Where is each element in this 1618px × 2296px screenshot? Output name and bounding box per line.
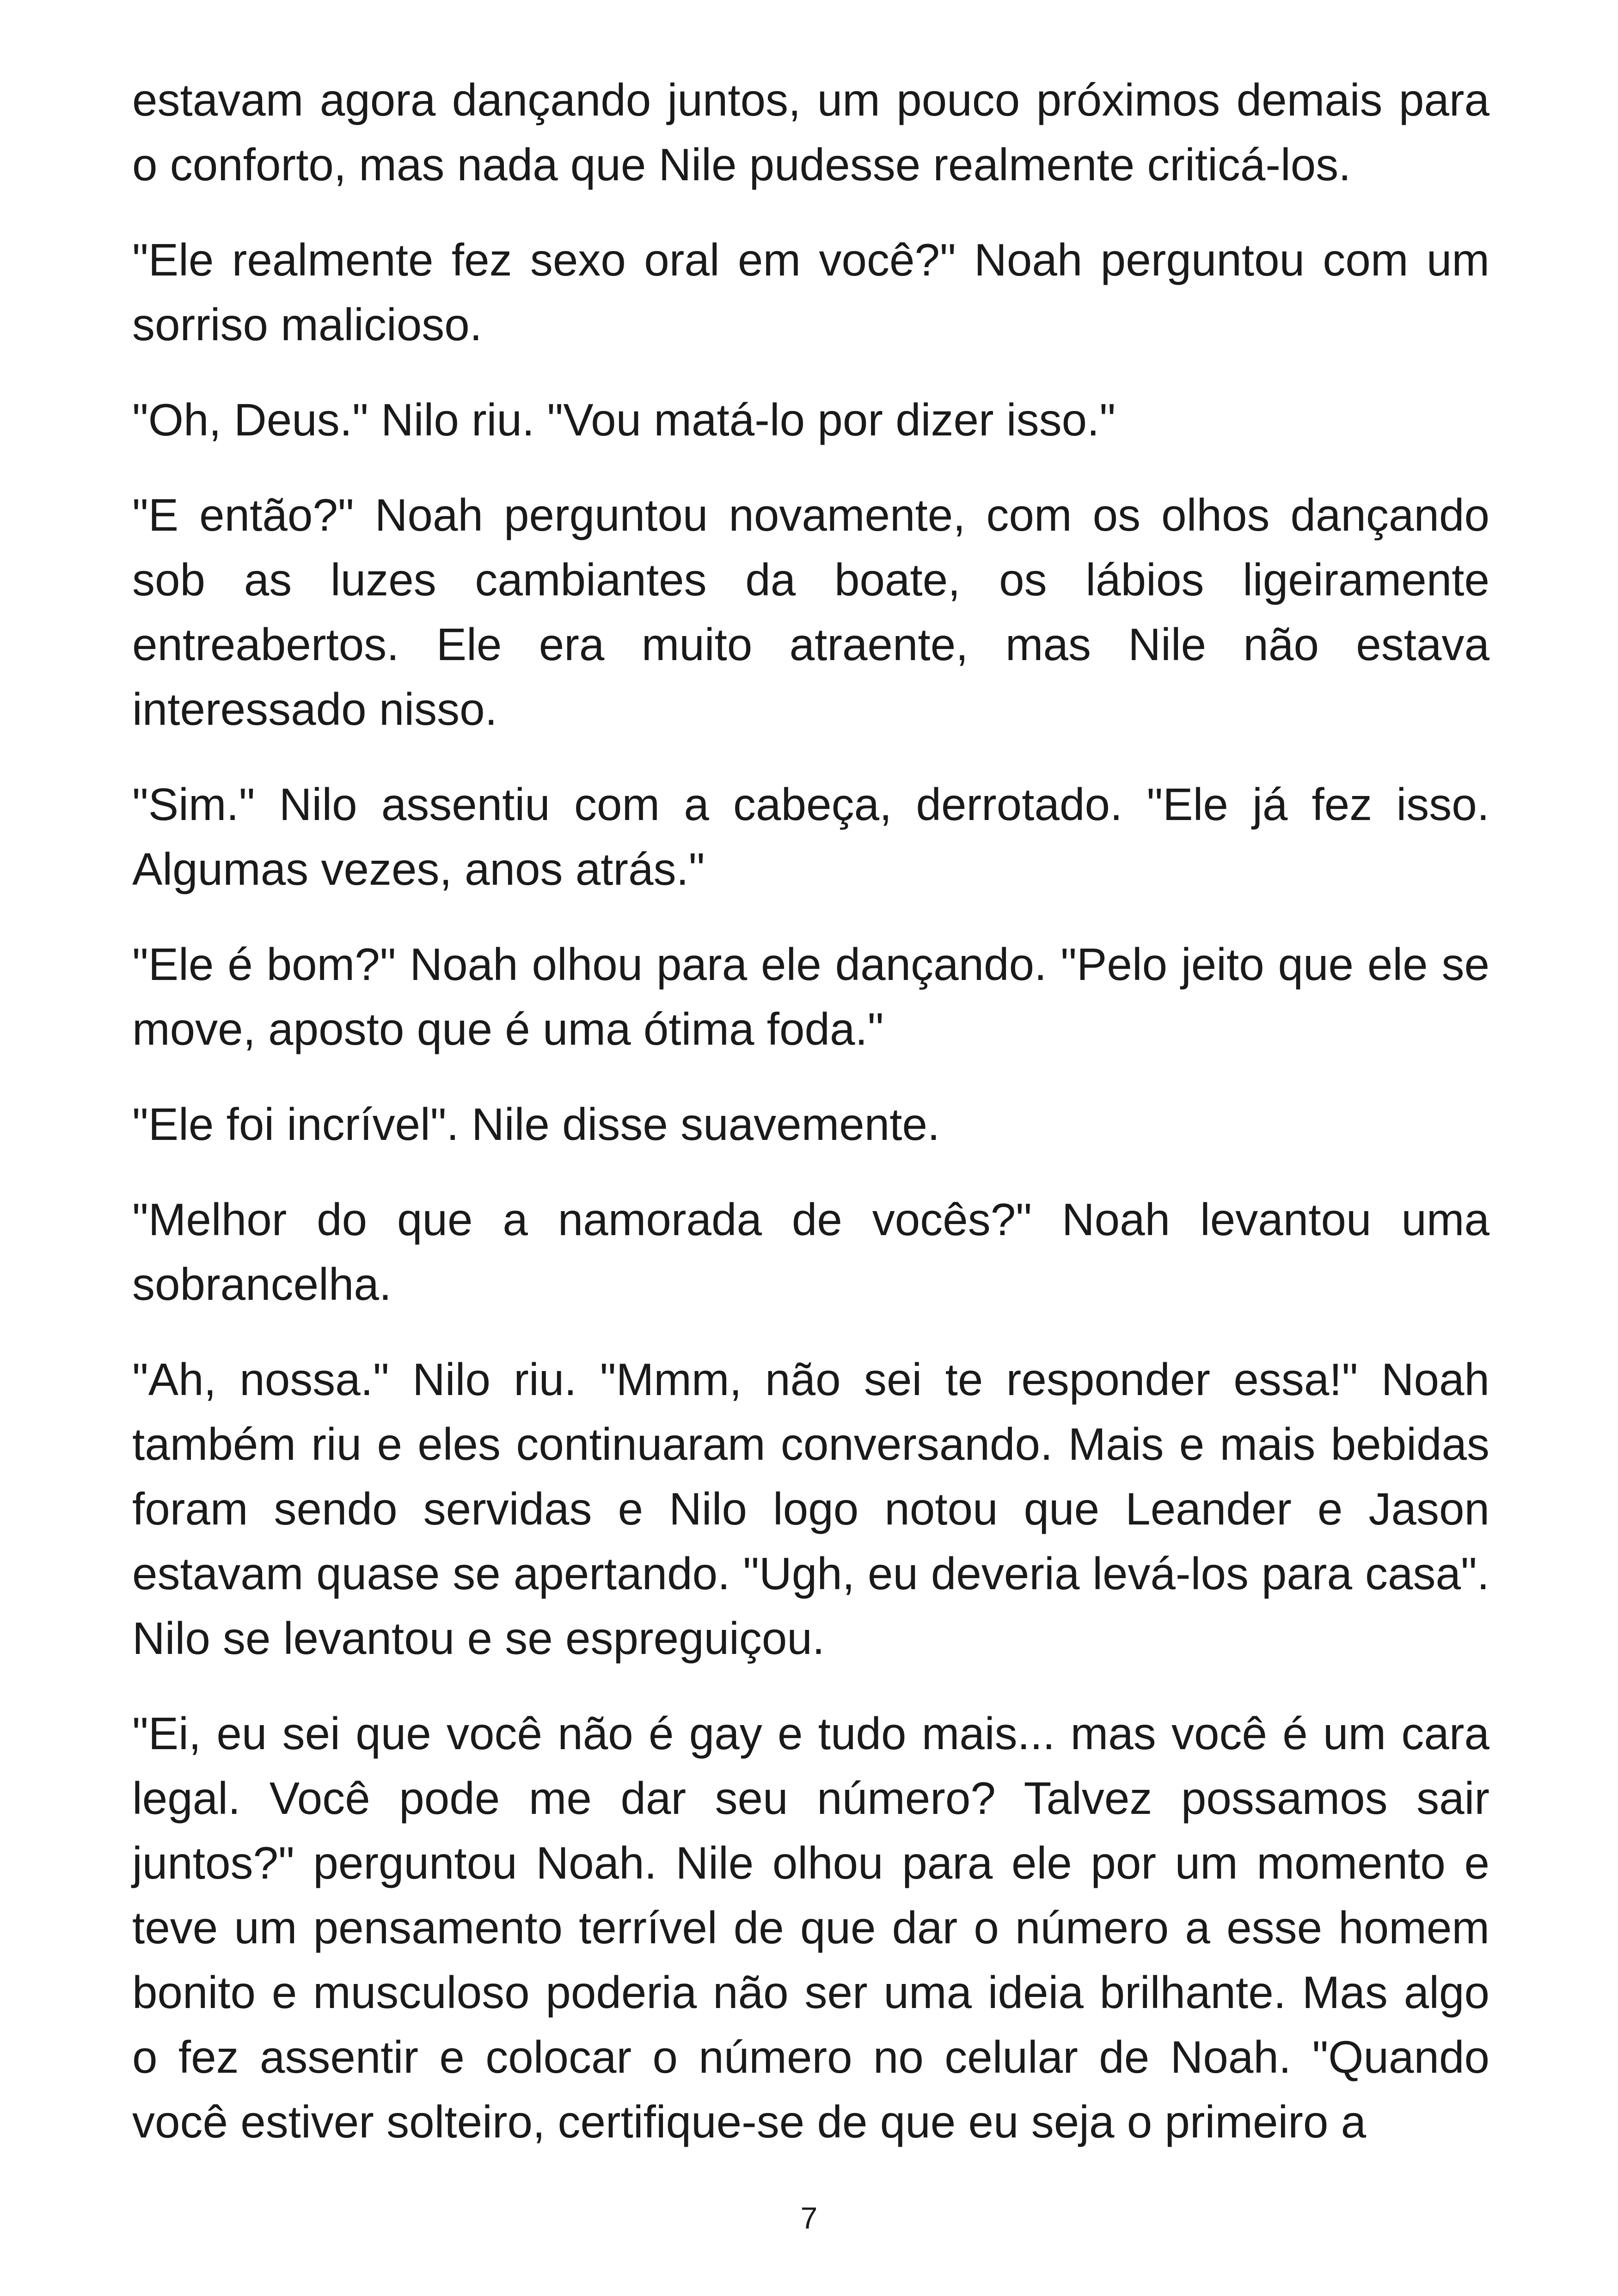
paragraph: "Ele é bom?" Noah olhou para ele dançando. "Pelo jeito que ele se move, aposto que é uma ótima foda." bbox=[132, 939, 1489, 1054]
paragraph: estavam agora dançando juntos, um pouco próximos demais para o conforto, mas nada que Nile pudesse realmente criticá-los. bbox=[132, 74, 1489, 190]
paragraph: "Ei, eu sei que você não é gay e tudo mais... mas você é um cara legal. Você pode me dar seu número? Talvez possamos sair juntos?" perguntou Noah. Nile olhou para ele por um momento e teve um pensamento terrível de que dar o número a esse homem bonito e musculoso poderia não ser uma ideia brilhante. Mas algo o fez assentir e colocar o número no celular de Noah. "Quando você estiver solteiro, certifique-se de que eu seja o primeiro a bbox=[132, 1708, 1489, 2147]
page-number: 7 bbox=[800, 2201, 818, 2235]
paragraph: "E então?" Noah perguntou novamente, com os olhos dançando sob as luzes cambiantes da boate, os lábios ligeiramente entreabertos. Ele era muito atraente, mas Nile não estava interessado nisso. bbox=[132, 490, 1489, 735]
body-text bbox=[132, 67, 1489, 2154]
paragraph: "Oh, Deus." Nilo riu. "Vou matá-lo por dizer isso." bbox=[132, 394, 1116, 445]
paragraph: "Sim." Nilo assentiu com a cabeça, derrotado. "Ele já fez isso. Algumas vezes, anos atrás." bbox=[132, 779, 1489, 894]
paragraph: "Ele foi incrível". Nile disse suavemente. bbox=[132, 1099, 940, 1150]
paragraph: "Ele realmente fez sexo oral em você?" Noah perguntou com um sorriso malicioso. bbox=[132, 234, 1489, 350]
paragraph: "Melhor do que a namorada de vocês?" Noah levantou uma sobrancelha. bbox=[132, 1194, 1489, 1310]
paragraph: "Ah, nossa." Nilo riu. "Mmm, não sei te responder essa!" Noah também riu e eles continuaram conversando. Mais e mais bebidas foram sendo servidas e Nilo logo notou que Leander e Jason estavam quase se apertando. "Ugh, eu deveria levá-los para casa". Nilo se levantou e se espreguiçou. bbox=[132, 1354, 1489, 1664]
